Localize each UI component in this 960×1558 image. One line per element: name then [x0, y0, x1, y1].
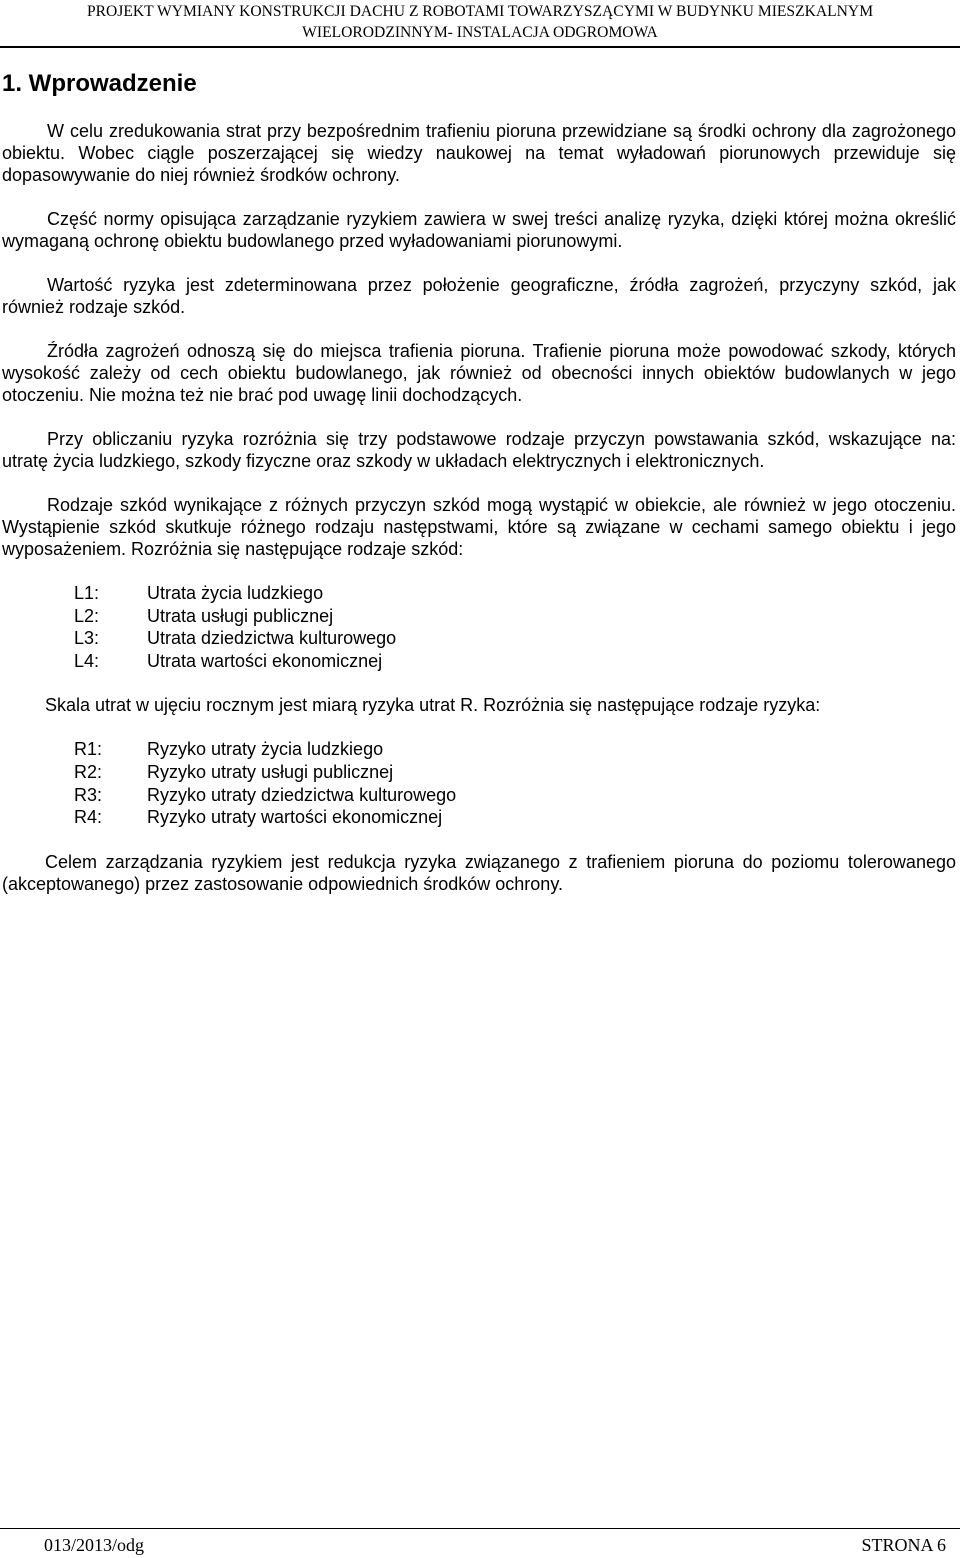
loss-label: Utrata życia ludzkiego — [147, 583, 324, 603]
header-title-line-2: WIELORODZINNYM- INSTALACJA ODGROMOWA — [302, 24, 658, 41]
section-heading: 1. Wprowadzenie — [2, 70, 197, 97]
loss-code: L3: — [74, 628, 100, 649]
list-item — [74, 605, 956, 628]
risk-code: R2: — [74, 761, 103, 782]
risk-types-list — [74, 738, 956, 828]
paragraph: Przy obliczaniu ryzyka rozróżnia się trzy podstawowe rodzaje przyczyn powstawania szkód, wskazujące na: utratę życia ludzkiego, szkody fizyczne oraz szkody w układach elektrycznych i elektronicznych. — [2, 429, 956, 471]
risk-code: R4: — [74, 807, 103, 828]
paragraph: Rodzaje szkód wynikające z różnych przyczyn szkód mogą wystąpić w obiekcie, ale również w jego otoczeniu. Wystąpienie szkód skutkuje różnego rodzaju następstwami, które są związane w cechami samego obiektu i jego wyposażeniem. Rozróżnia się następujące rodzaje szkód: — [2, 495, 956, 559]
header-title-line-1: PROJEKT WYMIANY KONSTRUKCJI DACHU Z ROBOTAMI TOWARZYSZĄCYMI W BUDYNKU MIESZKALNYM — [86, 3, 874, 20]
document-code: 013/2013/odg — [44, 1535, 145, 1555]
loss-label: Utrata usługi publicznej — [147, 605, 334, 626]
risk-code: R3: — [74, 784, 103, 805]
list-item — [74, 738, 956, 761]
paragraph: Wartość ryzyka jest zdeterminowana przez położenie geograficzne, źródła zagrożeń, przyczyny szkód, jak również rodzaje szkód. — [2, 275, 956, 317]
loss-label: Utrata dziedzictwa kulturowego — [147, 628, 397, 649]
page-header — [0, 0, 960, 48]
loss-code: L4: — [74, 650, 100, 671]
footer-divider — [0, 1528, 960, 1529]
loss-code: L2: — [74, 605, 100, 626]
list-item — [74, 650, 956, 673]
list-item — [74, 784, 956, 807]
list-item — [74, 806, 956, 829]
loss-label: Utrata wartości ekonomicznej — [147, 650, 383, 671]
list-item — [74, 582, 956, 605]
page-number: STRONA 6 — [861, 1535, 946, 1555]
risk-label: Ryzyko utraty życia ludzkiego — [147, 739, 384, 760]
loss-types-list — [74, 582, 956, 672]
paragraph: Źródła zagrożeń odnoszą się do miejsca trafienia pioruna. Trafienie pioruna może powodować szkody, których wysokość zależy od cech obiektu budowlanego, jak również od obecności innych obiektów budowlanych w jego otoczeniu. Nie można też nie brać pod uwagę linii dochodzących. — [2, 341, 956, 405]
risk-label: Ryzyko utraty dziedzictwa kulturowego — [147, 784, 457, 805]
risk-code: R1: — [74, 739, 103, 760]
risk-label: Ryzyko utraty wartości ekonomicznej — [147, 807, 443, 828]
risk-intro-paragraph: Skala utrat w ujęciu rocznym jest miarą ryzyka utrat R. Rozróżnia się następujące rodzaje ryzyka: — [45, 695, 821, 716]
list-item — [74, 627, 956, 650]
loss-code: L1: — [74, 583, 100, 603]
risk-label: Ryzyko utraty usługi publicznej — [147, 761, 394, 782]
list-item — [74, 761, 956, 784]
paragraph: W celu zredukowania strat przy bezpośrednim trafieniu pioruna przewidziane są środki ochrony dla zagrożonego obiektu. Wobec ciągle poszerzającej się wiedzy naukowej na temat wyładowań piorunowych przewiduje się dopasowywanie do niej również środków ochrony. — [2, 121, 956, 185]
section-body — [2, 120, 956, 917]
conclusion-paragraph: Celem zarządzania ryzykiem jest redukcja ryzyka związanego z trafieniem pioruna do poziomu tolerowanego (akceptowanego) przez zastosowanie odpowiednich środków ochrony. — [2, 851, 956, 894]
paragraph: Część normy opisująca zarządzanie ryzykiem zawiera w swej treści analizę ryzyka, dzięki której można określić wymaganą ochronę obiektu budowlanego przed wyładowaniami piorunowymi. — [2, 209, 956, 251]
